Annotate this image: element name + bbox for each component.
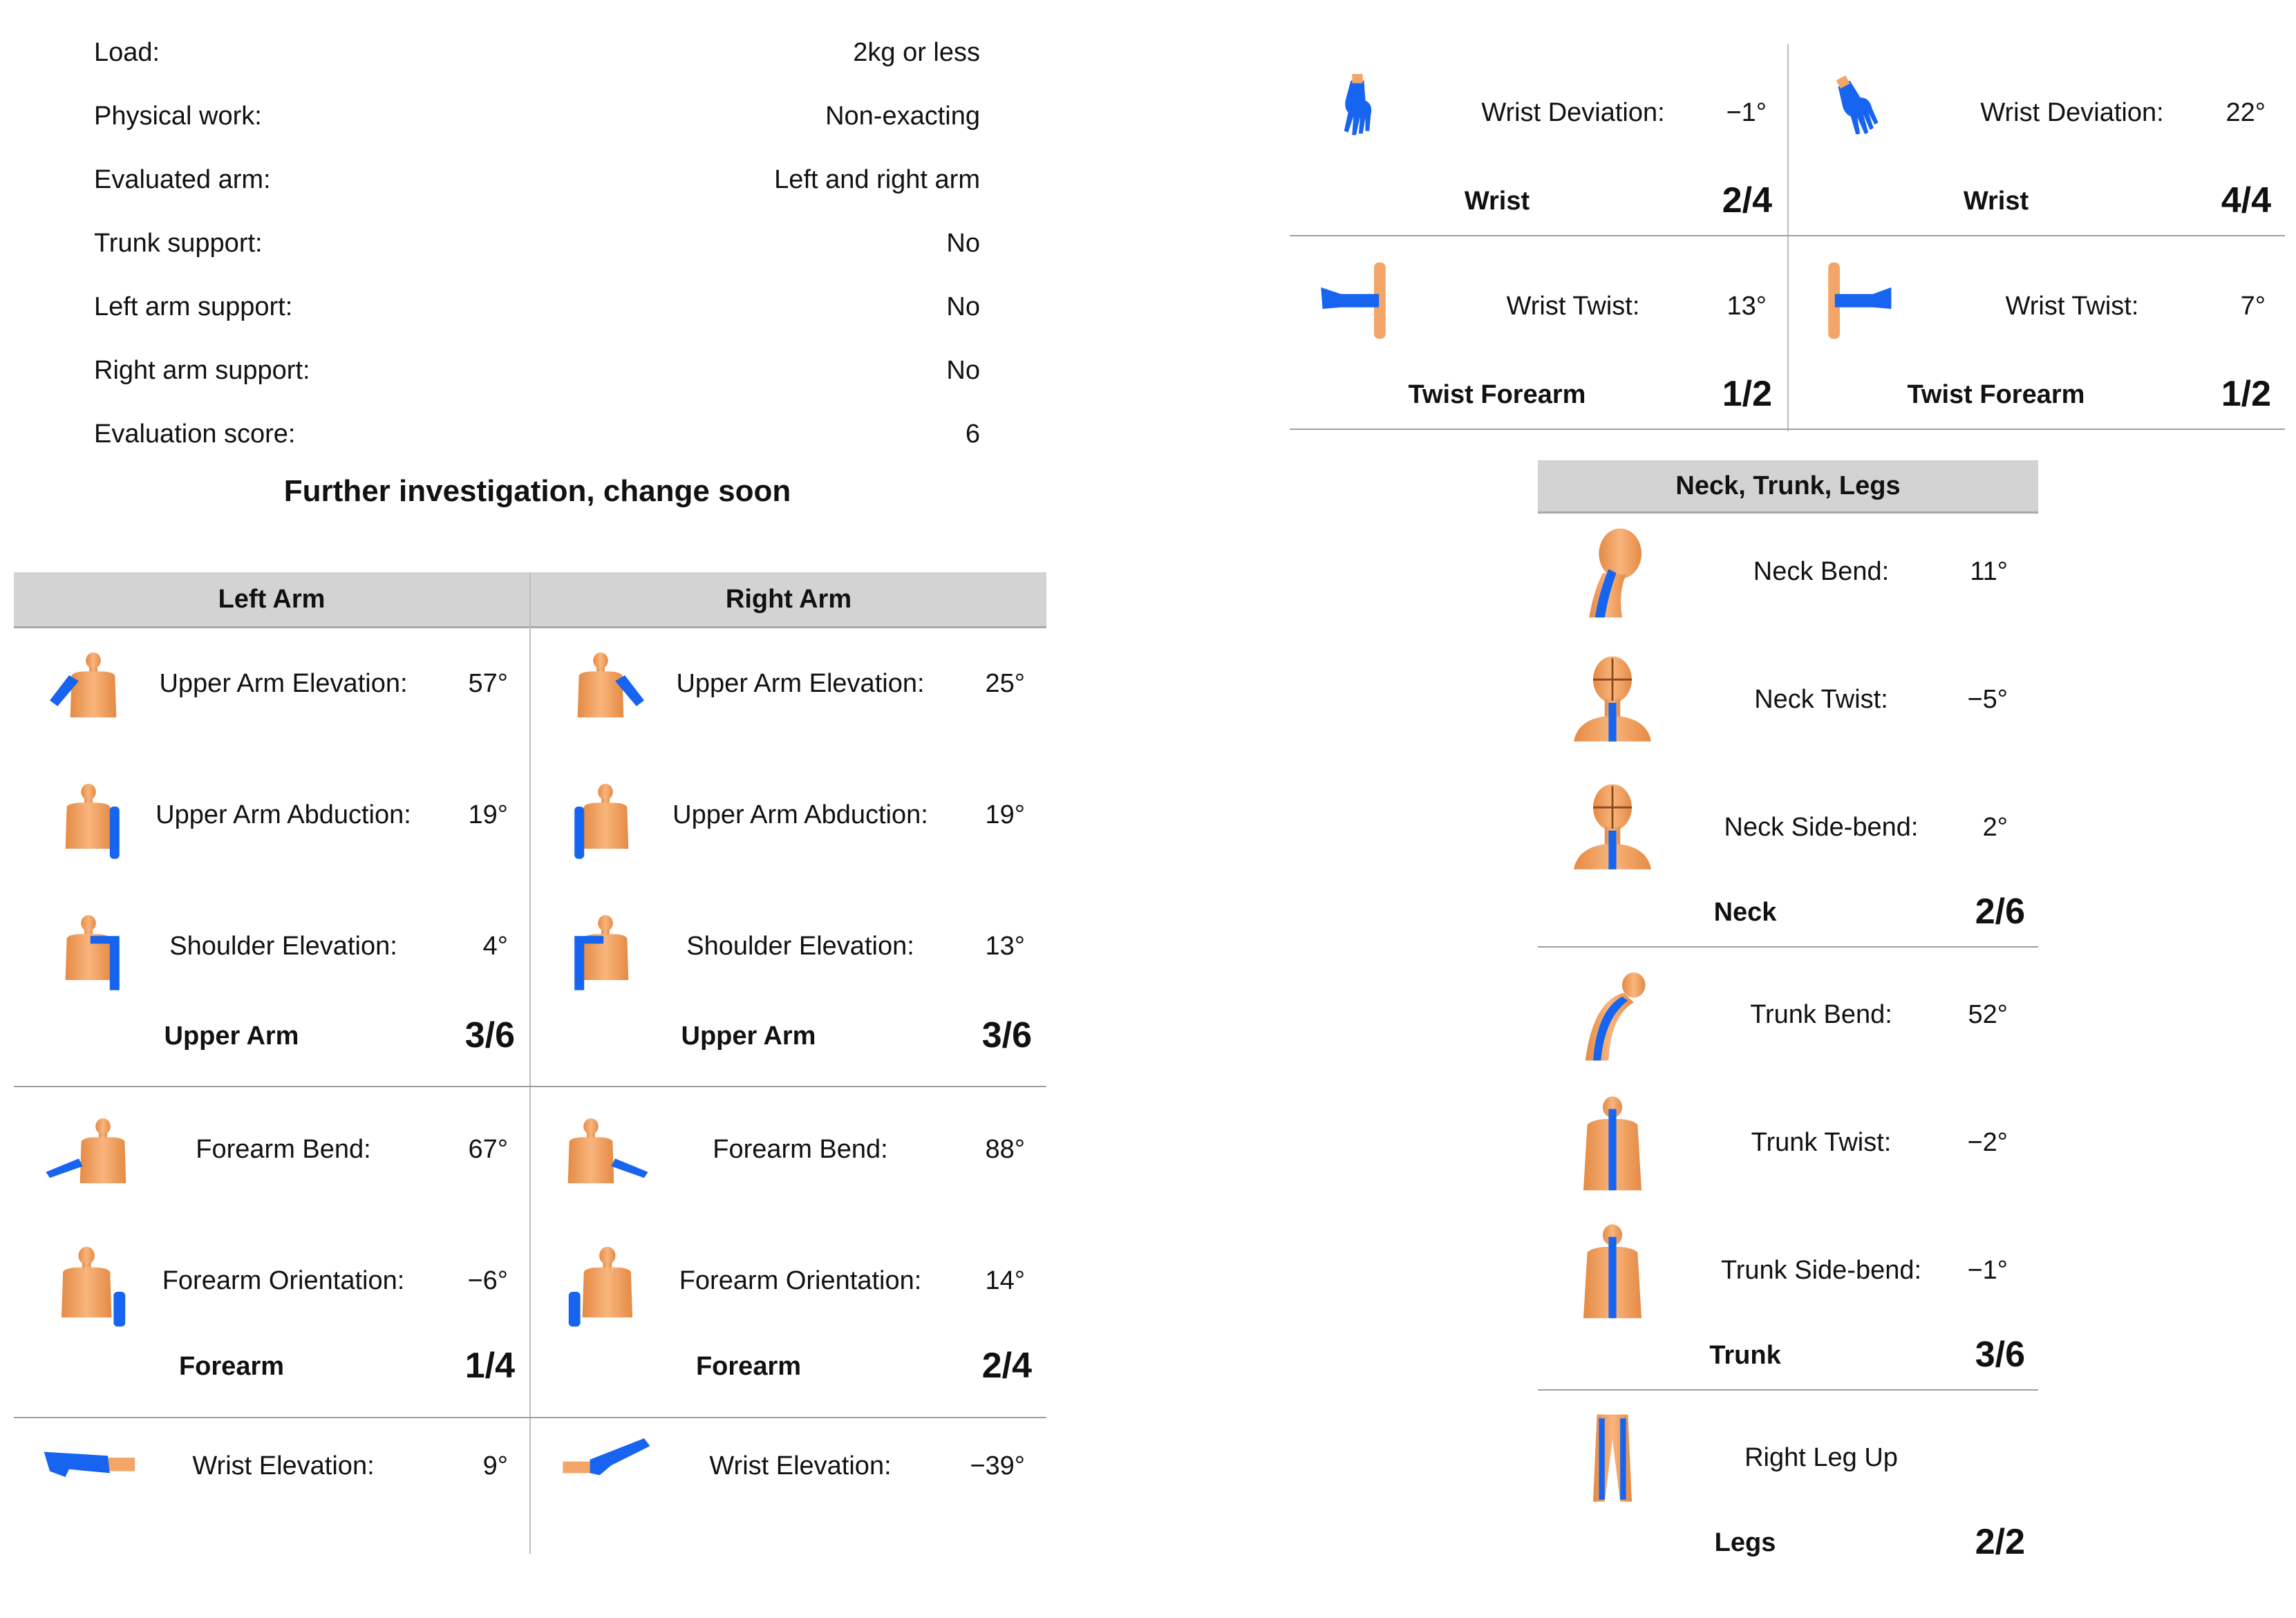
- summary-row: [94, 93, 980, 156]
- measurement-row: [14, 633, 529, 737]
- score-name: Upper Arm: [681, 1022, 816, 1051]
- measurement-value: 25°: [985, 669, 1025, 698]
- score-row: [1789, 373, 2285, 422]
- measurement-value: 2°: [1982, 813, 2008, 842]
- measurement-label: Wrist Twist:: [1506, 292, 1640, 321]
- measurement-row: [531, 633, 1046, 737]
- measurement-label: Forearm Bend:: [196, 1135, 371, 1164]
- summary-label: Physical work:: [94, 102, 262, 131]
- score-name: Neck: [1713, 898, 1777, 927]
- measurement-label: Trunk Twist:: [1751, 1128, 1892, 1157]
- measurement-row: [531, 896, 1046, 999]
- measurement-label: Forearm Orientation:: [679, 1266, 922, 1295]
- measurement-row: [1290, 256, 1786, 359]
- score-value: 2/4: [1722, 180, 1772, 220]
- score-row: [531, 1015, 1046, 1063]
- score-value: 2/6: [1975, 892, 2025, 932]
- measurement-row: [1789, 256, 2285, 359]
- score-name: Forearm: [695, 1352, 802, 1381]
- score-value: 1/2: [2221, 374, 2271, 414]
- measurement-row: [14, 1415, 529, 1519]
- score-name: Upper Arm: [164, 1022, 299, 1051]
- measurement-label: Neck Side-bend:: [1724, 813, 1919, 842]
- score-value: 2/4: [981, 1346, 1032, 1386]
- wrist-divider: [1290, 429, 2285, 430]
- measurement-label: Trunk Bend:: [1750, 1000, 1892, 1029]
- measurement-label: Upper Arm Abduction:: [672, 800, 928, 829]
- measurement-value: 52°: [1968, 1000, 2008, 1029]
- measurement-row: [1538, 1220, 2038, 1324]
- score-value: 3/6: [464, 1015, 515, 1055]
- summary-value: No: [946, 292, 980, 321]
- summary-value: 2kg or less: [853, 38, 980, 67]
- summary-label: Right arm support:: [94, 356, 310, 385]
- measurement-row: [1538, 521, 2038, 625]
- score-row: [14, 1345, 529, 1393]
- measurement-label: Wrist Deviation:: [1980, 98, 2164, 127]
- measurement-value: 13°: [985, 932, 1025, 961]
- arms-table: [14, 572, 1046, 1554]
- measurement-label: Wrist Elevation:: [709, 1451, 892, 1480]
- score-row: [531, 1345, 1046, 1393]
- score-name: Forearm: [178, 1352, 285, 1381]
- measurement-label: Shoulder Elevation:: [686, 932, 914, 961]
- measurement-label: Wrist Twist:: [2005, 292, 2139, 321]
- measurement-value: 13°: [1726, 292, 1767, 321]
- score-row: [1538, 1334, 2038, 1382]
- evaluation-summary: [94, 29, 980, 474]
- measurement-value: −6°: [467, 1266, 508, 1295]
- measurement-value: 22°: [2226, 98, 2266, 127]
- measurement-value: −2°: [1967, 1128, 2008, 1157]
- wrist-divider: [1290, 235, 2285, 236]
- measurement-row: [14, 764, 529, 868]
- summary-label: Evaluation score:: [94, 420, 296, 449]
- measurement-row: [531, 1230, 1046, 1334]
- score-value: 4/4: [2221, 180, 2271, 220]
- measurement-row: [531, 1415, 1046, 1519]
- summary-label: Evaluated arm:: [94, 165, 271, 194]
- measurement-label: Upper Arm Abduction:: [156, 800, 411, 829]
- measurement-value: 19°: [985, 800, 1025, 829]
- summary-label: Load:: [94, 38, 160, 67]
- measurement-row: [1538, 1092, 2038, 1196]
- score-value: 3/6: [981, 1015, 1032, 1055]
- score-row: [1290, 180, 1786, 228]
- measurement-value: 88°: [985, 1135, 1025, 1164]
- summary-value: Non-exacting: [825, 102, 980, 131]
- score-value: 1/4: [464, 1346, 515, 1386]
- measurement-value: 9°: [482, 1451, 508, 1480]
- measurement-row: [1538, 777, 2038, 881]
- summary-value: No: [946, 229, 980, 258]
- neck-trunk-legs-table: [1538, 460, 2038, 1601]
- wrist-panel: [1290, 44, 2285, 431]
- score-row: [14, 1015, 529, 1063]
- score-value: 3/6: [1975, 1335, 2025, 1375]
- measurement-value: 4°: [482, 932, 508, 961]
- score-value: 1/2: [1722, 374, 1772, 414]
- measurement-label: Upper Arm Elevation:: [159, 669, 408, 698]
- score-row: [1538, 1521, 2038, 1570]
- measurement-value: −5°: [1967, 685, 2008, 714]
- measurement-value: −1°: [1726, 98, 1767, 127]
- ntl-section-divider: [1538, 1389, 2038, 1391]
- measurement-label: Neck Twist:: [1754, 685, 1888, 714]
- score-row: [1290, 373, 1786, 422]
- score-name: Trunk: [1709, 1341, 1781, 1370]
- right-arm-header: Right Arm: [725, 585, 852, 614]
- measurement-row: [1538, 649, 2038, 753]
- measurement-label: Trunk Side-bend:: [1720, 1256, 1922, 1285]
- left-arm-header: Left Arm: [218, 585, 326, 614]
- score-name: Wrist: [1464, 187, 1530, 216]
- summary-value: Left and right arm: [774, 165, 980, 194]
- evaluation-verdict: Further investigation, change soon: [283, 474, 791, 508]
- score-name: Legs: [1714, 1528, 1776, 1557]
- measurement-label: Right Leg Up: [1744, 1443, 1898, 1472]
- score-name: Twist Forearm: [1408, 380, 1586, 409]
- score-name: Wrist: [1963, 187, 2029, 216]
- measurement-label: Wrist Deviation:: [1481, 98, 1665, 127]
- score-name: Twist Forearm: [1907, 380, 2085, 409]
- measurement-label: Forearm Orientation:: [162, 1266, 405, 1295]
- arms-section-divider: [14, 1086, 1046, 1087]
- measurement-value: 67°: [468, 1135, 508, 1164]
- measurement-row: [14, 1099, 529, 1203]
- summary-label: Left arm support:: [94, 292, 293, 321]
- summary-row: [94, 347, 980, 411]
- measurement-value: 19°: [468, 800, 508, 829]
- summary-label: Trunk support:: [94, 229, 263, 258]
- summary-row: [94, 29, 980, 93]
- measurement-value: −1°: [1967, 1256, 2008, 1285]
- measurement-label: Forearm Bend:: [713, 1135, 888, 1164]
- summary-value: 6: [965, 420, 980, 449]
- score-row: [1538, 891, 2038, 939]
- measurement-value: −39°: [970, 1451, 1025, 1480]
- ntl-header-title: Neck, Trunk, Legs: [1675, 471, 1901, 500]
- measurement-row: [531, 764, 1046, 868]
- measurement-label: Neck Bend:: [1753, 557, 1890, 586]
- ntl-header: [1538, 460, 2038, 514]
- measurement-row: [1538, 964, 2038, 1068]
- arms-section-divider: [14, 1417, 1046, 1418]
- summary-value: No: [946, 356, 980, 385]
- measurement-value: 14°: [985, 1266, 1025, 1295]
- measurement-label: Wrist Elevation:: [192, 1451, 375, 1480]
- score-value: 2/2: [1975, 1522, 2025, 1562]
- measurement-value: 11°: [1970, 557, 2008, 586]
- measurement-row: [1789, 62, 2285, 166]
- summary-row: [94, 220, 980, 283]
- measurement-value: 57°: [468, 669, 508, 698]
- measurement-row: [1290, 62, 1786, 166]
- measurement-label: Upper Arm Elevation:: [676, 669, 925, 698]
- summary-row: [94, 283, 980, 347]
- summary-row: [94, 411, 980, 474]
- score-row: [1789, 180, 2285, 228]
- ntl-section-divider: [1538, 946, 2038, 948]
- measurement-row: [531, 1099, 1046, 1203]
- summary-row: [94, 156, 980, 220]
- measurement-row: [14, 896, 529, 999]
- measurement-row: [14, 1230, 529, 1334]
- measurement-label: Shoulder Elevation:: [169, 932, 397, 961]
- measurement-row: [1538, 1407, 2038, 1511]
- measurement-value: 7°: [2240, 292, 2266, 321]
